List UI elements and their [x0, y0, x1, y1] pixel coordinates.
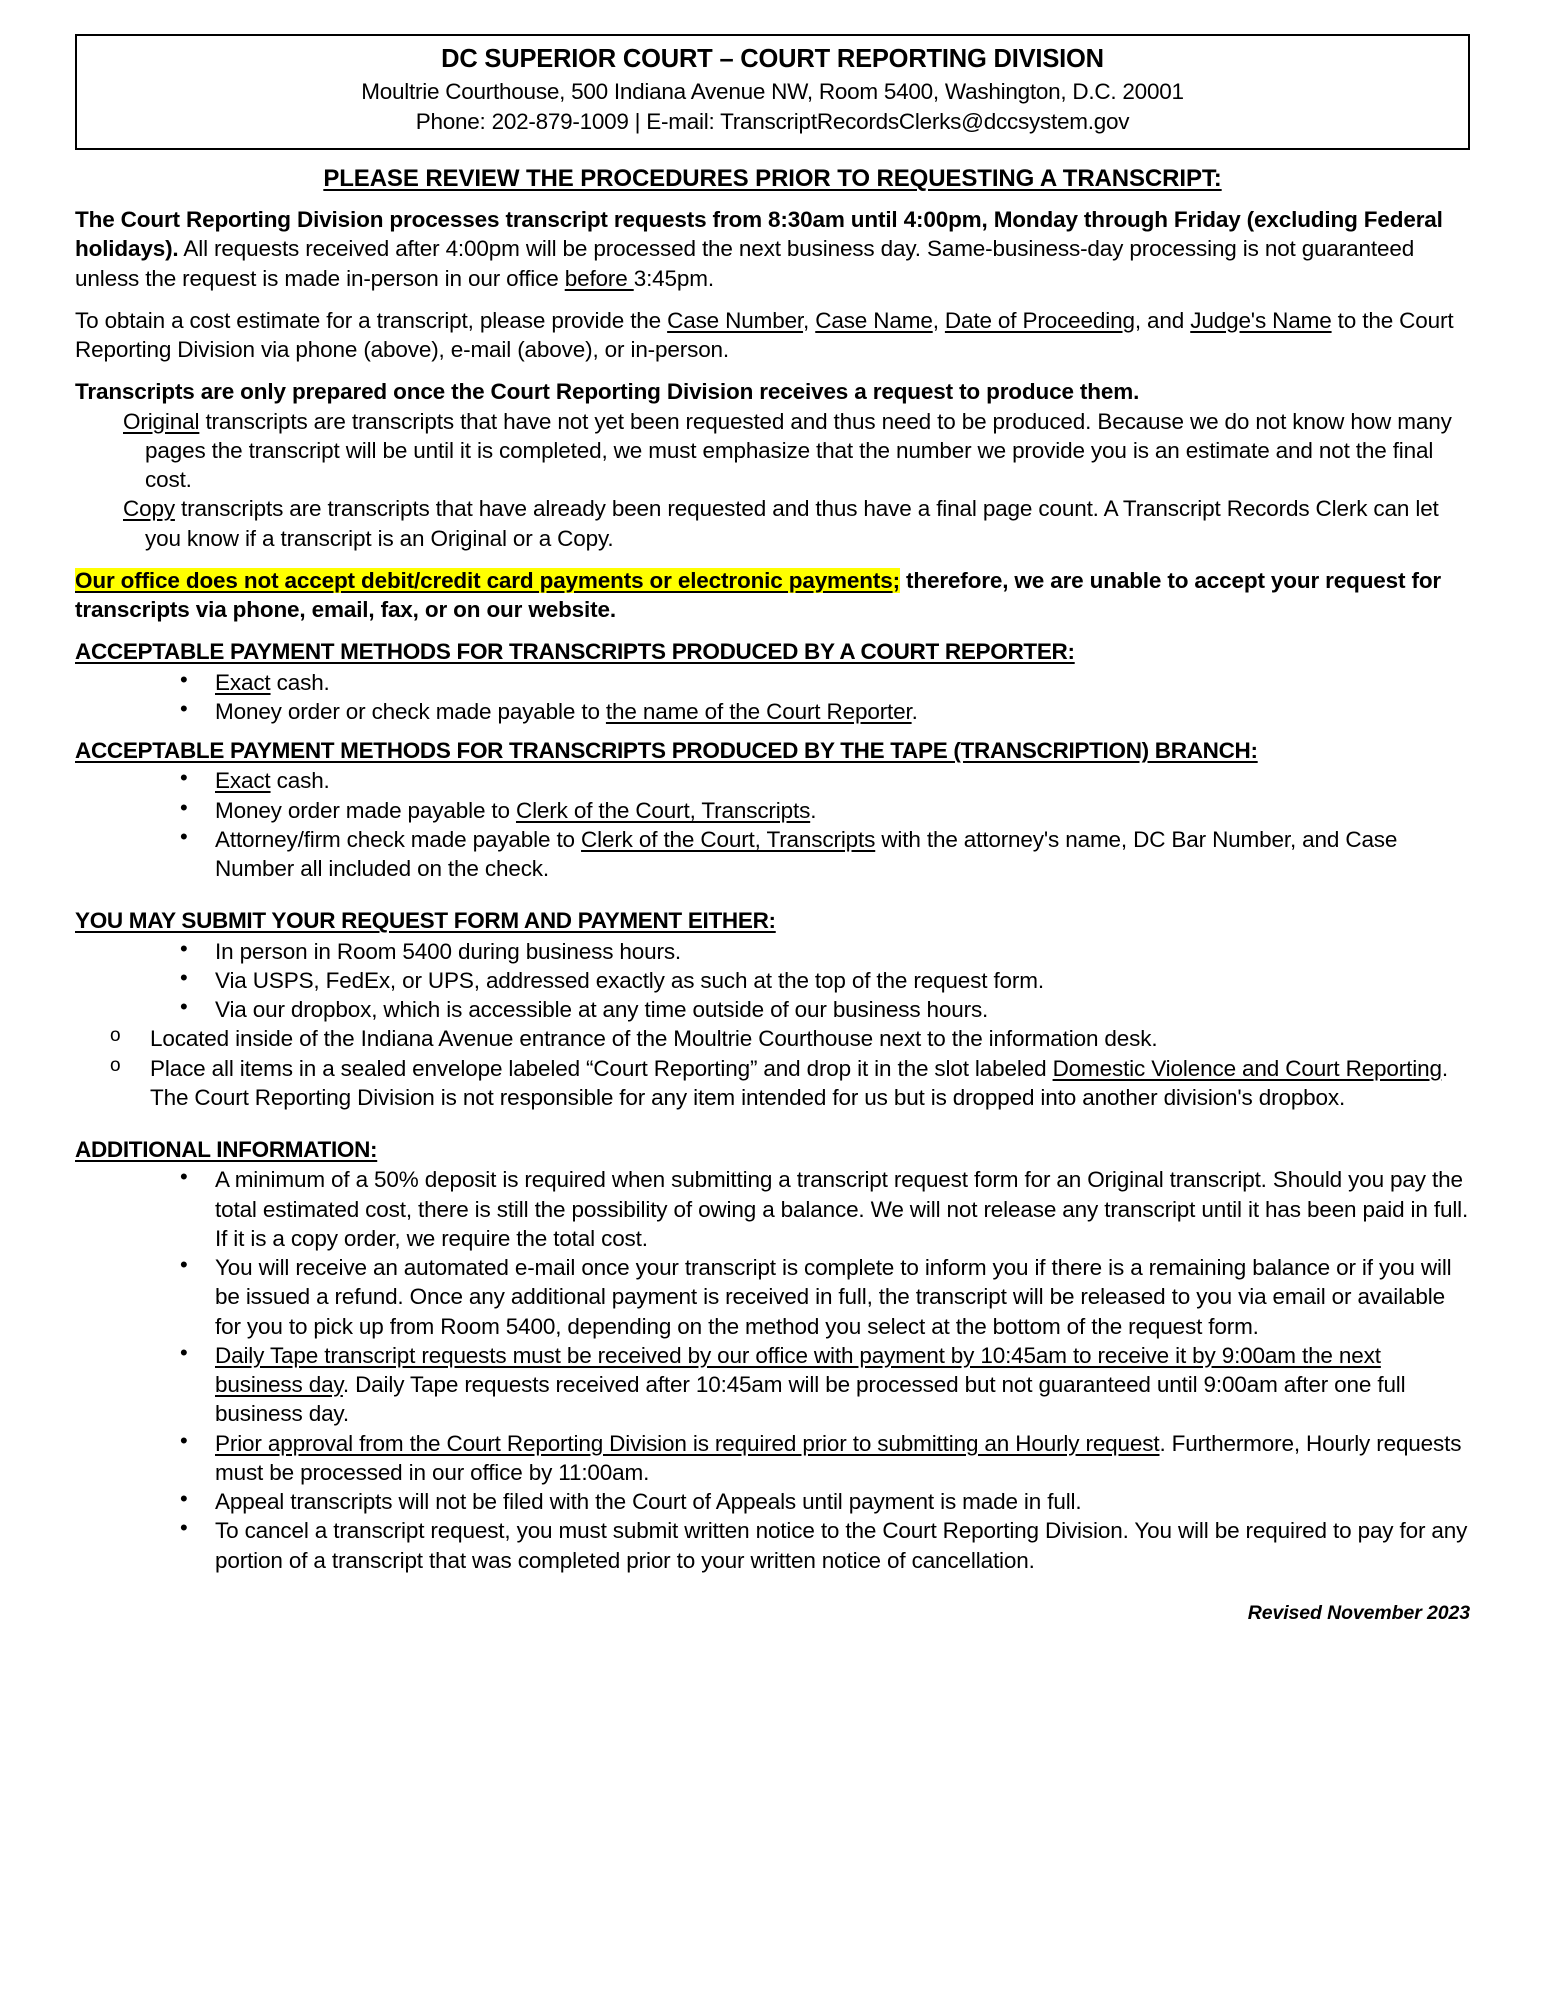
sub-list-item [75, 1054, 1470, 1113]
payment-court-reporter-list [75, 668, 1470, 727]
list-item-lead: Money order made payable to [215, 797, 516, 823]
no-card-rest-text: therefore, we are unable to accept your request for transcripts via phone, email, fax, or on our website. [75, 567, 1442, 623]
clerk-payee: Clerk of the Court, Transcripts [581, 826, 876, 852]
list-item-lead: Attorney/firm check made payable to [215, 826, 582, 852]
sub-list-item-lead: Place all items in a sealed envelope labeled “Court Reporting” and drop it in the slot labeled [150, 1055, 1053, 1081]
estimate-part-3: , [932, 307, 945, 333]
payment-tape-branch-heading: ACCEPTABLE PAYMENT METHODS FOR TRANSCRIPTS PRODUCED BY THE TAPE (TRANSCRIPTION) BRANCH: [75, 738, 1258, 764]
payment-court-reporter-heading: ACCEPTABLE PAYMENT METHODS FOR TRANSCRIPTS PRODUCED BY A COURT REPORTER: [75, 639, 1075, 665]
list-item [75, 796, 1470, 825]
date-of-proceeding-label: Date of Proceeding [944, 307, 1135, 333]
estimate-part-2: , [803, 307, 816, 333]
organization-address: Moultrie Courthouse, 500 Indiana Avenue NW, Room 5400, Washington, D.C. 20001 [361, 79, 1184, 105]
no-card-payments-paragraph [75, 566, 1470, 625]
copy-text: transcripts are transcripts that have already been requested and thus have a final page count. A Transcript Records Clerk can let you know if a transcript is an Original or a Copy. [145, 496, 1439, 551]
list-item [75, 1341, 1470, 1429]
sub-list-item-tail: . The Court Reporting Division is not responsible for any item intended for us but is dropped into another division's dropbox. [150, 1055, 1448, 1110]
estimate-part-4: , and [1134, 307, 1191, 333]
page-title: PLEASE REVIEW THE PROCEDURES PRIOR TO REQUESTING A TRANSCRIPT: [323, 164, 1222, 192]
copy-label: Copy [123, 496, 175, 522]
list-item-text: cash. [270, 768, 330, 794]
list-item: • A minimum of a 50% deposit is required when submitting a transcript request form for an Original transcript. Should you pay the total estimated cost, there is still the possibility of owing a balance. We will not release any transcript until it has been paid in full. If it is a copy order, we require the total cost. [75, 1165, 1470, 1253]
list-item [75, 697, 1470, 726]
list-item: • Via USPS, FedEx, or UPS, addressed exactly as such at the top of the request form. [75, 966, 1470, 995]
exact-label: Exact [215, 669, 271, 695]
revision-footer: Revised November 2023 [1247, 1601, 1470, 1624]
list-item: • Via our dropbox, which is accessible at any time outside of our business hours. [75, 995, 1470, 1024]
additional-information-list [75, 1165, 1470, 1575]
hours-before-underline: before [564, 265, 634, 291]
transcripts-prepared-heading: Transcripts are only prepared once the Court Reporting Division receives a request to produce them. [75, 379, 1140, 405]
additional-information-heading: ADDITIONAL INFORMATION: [75, 1137, 378, 1163]
sub-list-item: o Located inside of the Indiana Avenue entrance of the Moultrie Courthouse next to the information desk. [75, 1024, 1470, 1053]
list-item: • You will receive an automated e-mail once your transcript is complete to inform you if there is a remaining balance or if you will be issued a refund. Once any additional payment is received in full, the transcript will be released to you via email or available for you to pick up from Room 5400, depending on the method you select at the bottom of the request form. [75, 1253, 1470, 1341]
list-item-tail: . [810, 797, 817, 823]
copy-definition [123, 494, 1470, 553]
list-item: • Appeal transcripts will not be filed with the Court of Appeals until payment is made in full. [75, 1487, 1470, 1516]
court-reporter-payee: the name of the Court Reporter [605, 698, 912, 724]
hours-rest-1: All requests received after 4:00pm will be processed the next business day. Same-business-day processing is not guaranteed unless the request is made in-person in our office [75, 236, 1415, 291]
original-text: transcripts are transcripts that have not yet been requested and thus need to be produced. Because we do not know how many pages the transcript will be until it is completed, we must emphasize that the number we provide you is an estimate and not the final cost. [145, 408, 1452, 493]
submit-request-list [75, 937, 1470, 1025]
hourly-request-rule: Prior approval from the Court Reporting Division is required prior to submitting an Hourly request [215, 1430, 1160, 1456]
list-item [75, 825, 1470, 884]
dropbox-sub-list [75, 1024, 1470, 1112]
list-item-tail: . [911, 698, 918, 724]
list-item-lead: Money order or check made payable to [215, 698, 606, 724]
cost-estimate-paragraph [75, 306, 1470, 365]
spacer [75, 553, 1470, 566]
no-card-semicolon: ; [892, 567, 900, 593]
case-number-label: Case Number [667, 307, 804, 333]
list-item-tail: . Daily Tape requests received after 10:45am will be processed but not guaranteed until 9:00am after one full business day. [215, 1372, 1406, 1427]
letterhead-box [75, 34, 1470, 150]
original-label: Original [123, 408, 200, 434]
payment-tape-branch-list [75, 766, 1470, 883]
list-item-tail: with the attorney's name, DC Bar Number, and Case Number all included on the check. [215, 826, 1398, 882]
list-item-text: cash. [270, 669, 330, 695]
list-item: • In person in Room 5400 during business hours. [75, 937, 1470, 966]
organization-contact: Phone: 202-879-1009 | E-mail: TranscriptRecordsClerks@dccsystem.gov [415, 109, 1130, 135]
exact-label: Exact [215, 768, 271, 794]
case-name-label: Case Name [815, 307, 933, 333]
list-item [75, 766, 1470, 795]
daily-tape-rule: Daily Tape transcript requests must be received by our office with payment by 10:45am to receive it by 9:00am the next business day [215, 1342, 1381, 1398]
hours-paragraph [75, 205, 1470, 293]
estimate-part-5: to the Court Reporting Division via phone (above), e-mail (above), or in-person. [75, 307, 1454, 363]
list-item: • To cancel a transcript request, you must submit written notice to the Court Reporting Division. You will be required to pay for any portion of a transcript that was completed prior to your written notice of cancellation. [75, 1516, 1470, 1575]
list-item-tail: . Furthermore, Hourly requests must be processed in our office by 11:00am. [215, 1430, 1462, 1485]
hours-rest-2: 3:45pm. [633, 265, 714, 291]
submit-request-heading: YOU MAY SUBMIT YOUR REQUEST FORM AND PAYMENT EITHER: [75, 908, 776, 934]
list-item [75, 1429, 1470, 1488]
organization-title: DC SUPERIOR COURT – COURT REPORTING DIVISION [441, 45, 1104, 73]
no-card-highlighted-text: Our office does not accept debit/credit card payments or electronic payments [75, 567, 893, 593]
spacer [75, 883, 1470, 896]
estimate-part-1: To obtain a cost estimate for a transcript, please provide the [75, 307, 668, 333]
original-definition [123, 407, 1470, 495]
clerk-payee: Clerk of the Court, Transcripts [515, 797, 811, 823]
hours-bold-text: The Court Reporting Division processes transcript requests from 8:30am until 4:00pm, Monday through Friday (excluding Federal holidays). [75, 207, 1443, 262]
dropbox-slot-label: Domestic Violence and Court Reporting [1052, 1055, 1442, 1081]
list-item [75, 668, 1470, 697]
spacer [75, 1112, 1470, 1125]
judges-name-label: Judge's Name [1190, 307, 1332, 333]
